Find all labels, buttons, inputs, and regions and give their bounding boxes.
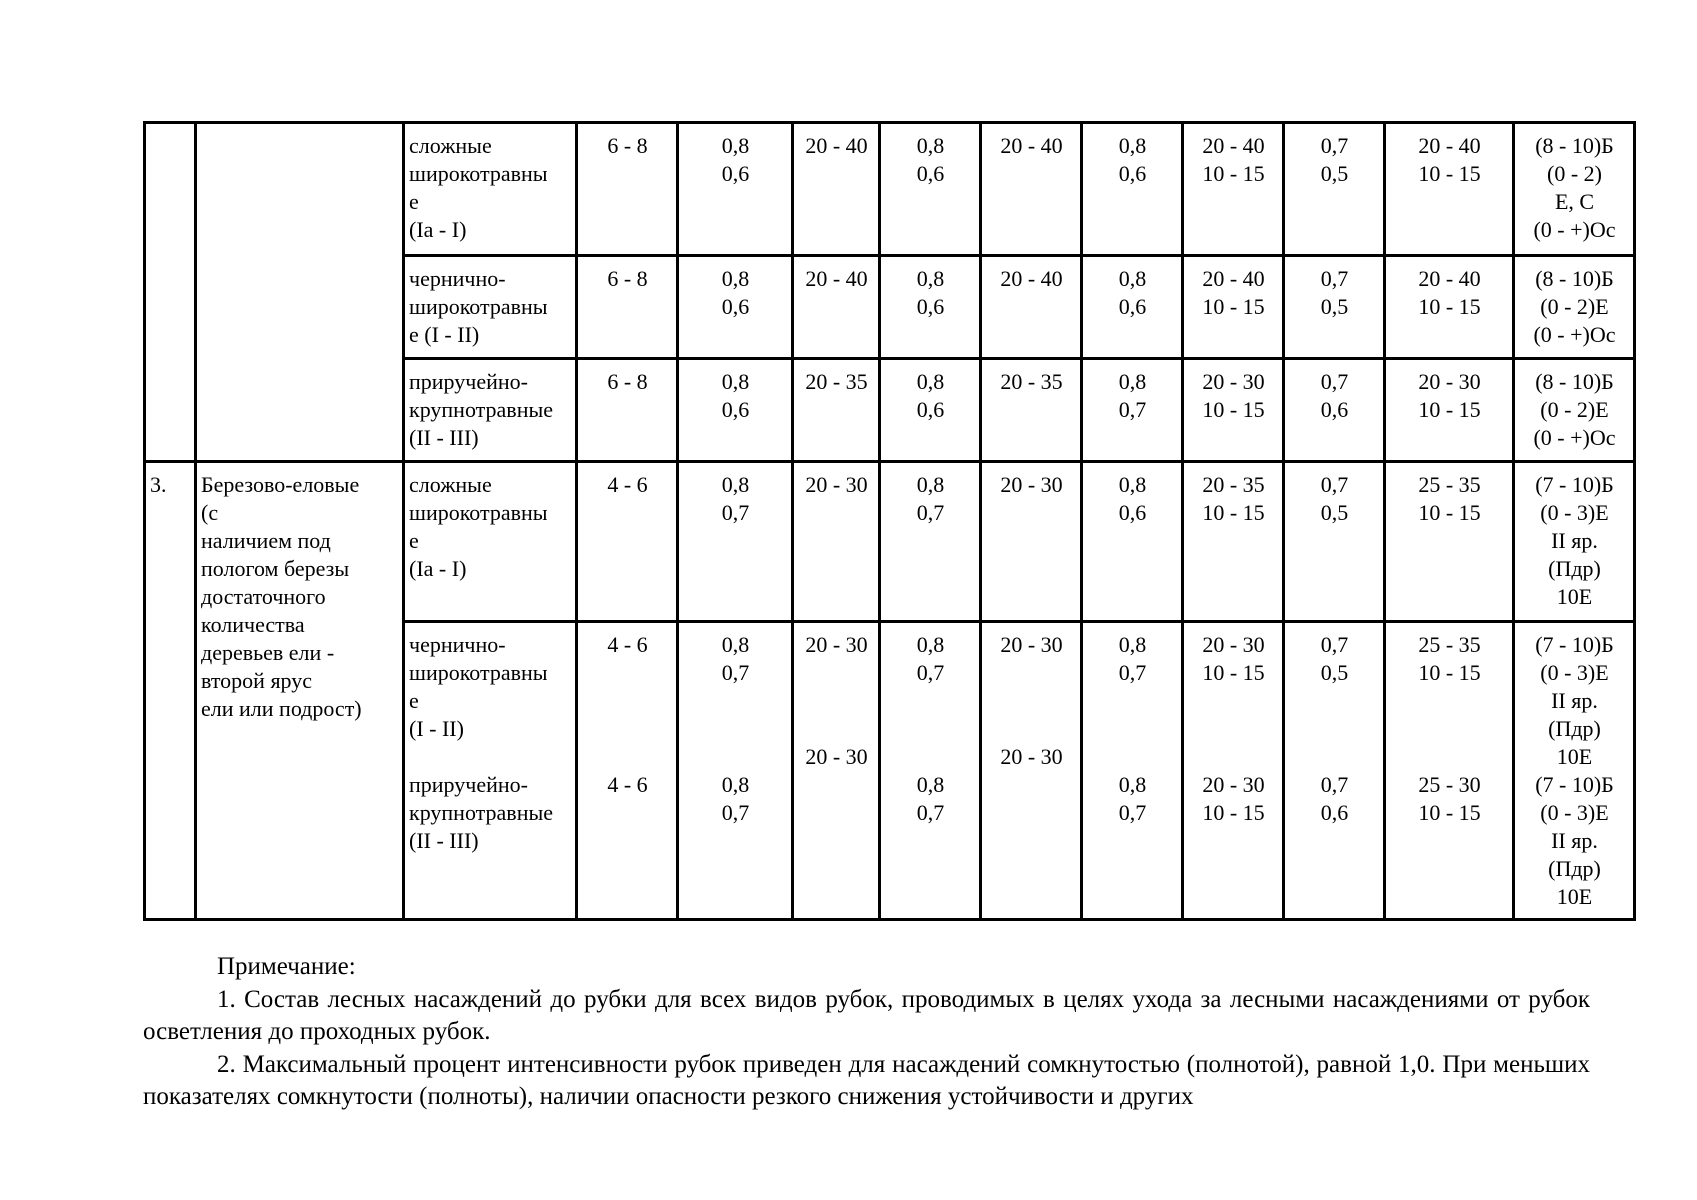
table-cell: 0,8 0,7 — [678, 462, 793, 622]
notes — [143, 951, 1590, 1114]
table-cell: 0,8 0,6 — [678, 123, 793, 256]
group-name-cell: Березово-еловые (с наличием под пологом березы достаточного количества деревьев ели - второй ярус ели или подрост) — [196, 462, 404, 920]
table-cell: 0,8 0,7 0,8 0,7 — [880, 622, 981, 920]
table-cell: 0,8 0,6 — [1082, 123, 1183, 256]
table-cell: 6 - 8 — [577, 256, 678, 359]
table-cell: 0,8 0,7 0,8 0,7 — [1082, 622, 1183, 920]
table-cell: 0,8 0,6 — [1082, 462, 1183, 622]
table-cell: 20 - 30 10 - 15 — [1183, 359, 1284, 462]
composition-cell: (8 - 10)Б (0 - 2) Е, С (0 - +)Ос — [1514, 123, 1635, 256]
forest-type-cell: сложные широкотравны е (Ia - I) — [404, 123, 577, 256]
table-cell: 0,8 0,7 0,8 0,7 — [678, 622, 793, 920]
forest-type-cell: сложные широкотравны е (Ia - I) — [404, 462, 577, 622]
table-cell: 20 - 30 20 - 30 — [981, 622, 1082, 920]
table-cell: 20 - 40 10 - 15 — [1183, 256, 1284, 359]
note-paragraph-1: 1. Состав лесных насаждений до рубки для всех видов рубок, проводимых в целях ухода за лесными насаждениями от рубок осветления до проходных рубок. — [143, 985, 1590, 1045]
forest-type-cell: чернично- широкотравны е (I - II) — [404, 256, 577, 359]
table-cell: 20 - 35 — [793, 359, 880, 462]
table-cell: 20 - 40 — [981, 123, 1082, 256]
table-cell: 4 - 6 — [577, 462, 678, 622]
composition-cell: (7 - 10)Б (0 - 3)Е II яр. (Пдр) 10Е — [1514, 462, 1635, 622]
table-cell: 20 - 40 — [793, 123, 880, 256]
table-cell: 0,8 0,6 — [880, 256, 981, 359]
note-paragraph-2: 2. Максимальный процент интенсивности рубок приведен для насаждений сомкнутостью (полнотой), равной 1,0. При меньших показателях сомкнутости (полноты), наличии опасности резкого снижения устойчивости и других — [143, 1050, 1590, 1110]
table-cell: 20 - 40 — [793, 256, 880, 359]
table-cell: 20 - 30 — [793, 462, 880, 622]
composition-cell: (8 - 10)Б (0 - 2)Е (0 - +)Ос — [1514, 256, 1635, 359]
composition-cell: (7 - 10)Б (0 - 3)Е II яр. (Пдр) 10Е (7 - 10)Б (0 - 3)Е II яр. (Пдр) 10Е — [1514, 622, 1635, 920]
table-cell: 25 - 35 10 - 15 — [1385, 462, 1514, 622]
table-cell: 0,8 0,6 — [1082, 256, 1183, 359]
table-cell: 20 - 30 10 - 15 20 - 30 10 - 15 — [1183, 622, 1284, 920]
group-name-cell — [196, 123, 404, 462]
table-cell: 6 - 8 — [577, 359, 678, 462]
note-title: Примечание: — [217, 953, 356, 980]
table-row — [145, 462, 1635, 622]
table-cell: 20 - 35 — [981, 359, 1082, 462]
group-number-cell — [145, 123, 196, 462]
table-cell: 20 - 30 — [981, 462, 1082, 622]
table-cell: 25 - 35 10 - 15 25 - 30 10 - 15 — [1385, 622, 1514, 920]
table-cell: 0,8 0,6 — [880, 359, 981, 462]
table-cell: 20 - 30 10 - 15 — [1385, 359, 1514, 462]
table-cell: 20 - 40 — [981, 256, 1082, 359]
table-cell: 20 - 35 10 - 15 — [1183, 462, 1284, 622]
table-row — [145, 123, 1635, 256]
table-cell: 6 - 8 — [577, 123, 678, 256]
group-number-cell: 3. — [145, 462, 196, 920]
table-cell: 0,7 0,5 — [1284, 123, 1385, 256]
table-cell: 0,8 0,7 — [1082, 359, 1183, 462]
table-cell: 0,7 0,6 — [1284, 359, 1385, 462]
table-cell: 4 - 6 4 - 6 — [577, 622, 678, 920]
forest-type-cell: приручейно- крупнотравные (II - III) — [404, 359, 577, 462]
table-cell: 0,7 0,5 0,7 0,6 — [1284, 622, 1385, 920]
table-cell: 20 - 30 20 - 30 — [793, 622, 880, 920]
table-cell: 20 - 40 10 - 15 — [1183, 123, 1284, 256]
table-cell: 20 - 40 10 - 15 — [1385, 256, 1514, 359]
table-cell: 0,7 0,5 — [1284, 462, 1385, 622]
forest-stand-table — [143, 121, 1636, 921]
forest-type-cell: чернично- широкотравны е (I - II) приручейно- крупнотравные (II - III) — [404, 622, 577, 920]
table-cell: 0,8 0,6 — [678, 359, 793, 462]
table-cell: 0,8 0,6 — [880, 123, 981, 256]
table-cell: 0,7 0,5 — [1284, 256, 1385, 359]
table-cell: 0,8 0,7 — [880, 462, 981, 622]
table-cell: 0,8 0,6 — [678, 256, 793, 359]
table-cell: 20 - 40 10 - 15 — [1385, 123, 1514, 256]
composition-cell: (8 - 10)Б (0 - 2)Е (0 - +)Ос — [1514, 359, 1635, 462]
